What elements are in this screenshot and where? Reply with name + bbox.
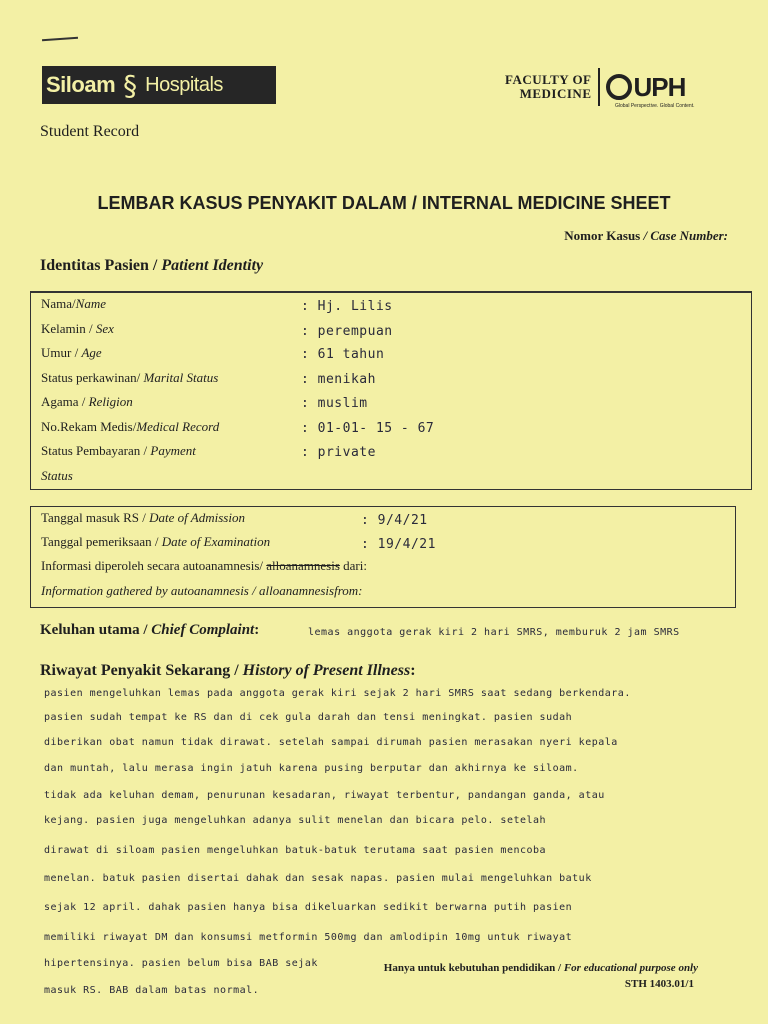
name-value: : Hj. Lilis: [301, 299, 393, 314]
payment-status-value: : private: [301, 445, 376, 460]
patient-identity-heading: [40, 257, 263, 275]
patient-identity-table: [30, 291, 752, 490]
hpi-line: kejang. pasien juga mengeluhkan adanya sulit menelan dan bicara pelo. setelah: [44, 815, 547, 826]
religion-value: : muslim: [301, 396, 368, 411]
medical-record-label: No.Rekam Medis/Medical Record: [41, 419, 220, 434]
patient-identity-heading-id: Identitas Pasien /: [40, 257, 158, 274]
age-label: Umur / Age: [41, 345, 102, 360]
siloam-hospitals-logo: [42, 66, 276, 104]
name-label: Nama/Name: [41, 296, 106, 311]
marital-status-value: : menikah: [301, 372, 376, 387]
uph-tagline: Global Perspective. Global Content.: [615, 103, 695, 109]
chief-complaint-label: Keluhan utama / Chief Complaint:: [40, 622, 260, 638]
hpi-line: pasien sudah tempat ke RS dan di cek gula darah dan tensi meningkat. pasien sudah: [44, 712, 573, 723]
form-code: STH 1403.01/1: [624, 978, 694, 990]
religion-label: Agama / Religion: [41, 394, 133, 409]
hpi-line: masuk RS. BAB dalam batas normal.: [44, 985, 260, 996]
hpi-line: hipertensinya. pasien belum bisa BAB sejak: [44, 958, 318, 969]
hpi-line: menelan. batuk pasien disertai dahak dan sesak napas. pasien mulai mengeluhkan batuk: [44, 873, 592, 884]
hpi-line: sejak 12 april. dahak pasien hanya bisa dikeluarkan sedikit berwarna putih pasien: [44, 902, 573, 913]
hpi-line: pasien mengeluhkan lemas pada anggota gerak kiri sejak 2 hari SMRS saat sedang berkendara.: [44, 688, 631, 699]
info-source-label-en: Information gathered by autoanamnesis / alloanamnesisfrom:: [41, 583, 363, 598]
student-record-label: Student Record: [40, 123, 140, 140]
sex-value: : perempuan: [301, 324, 393, 339]
age-value: : 61 tahun: [301, 347, 385, 362]
logo-word-siloam: Siloam: [46, 72, 116, 97]
admission-date-label: Tanggal masuk RS / Date of Admission: [41, 510, 245, 525]
patient-identity-heading-en: Patient Identity: [161, 257, 264, 274]
uph-brand: UPH: [633, 71, 686, 102]
hpi-heading: Riwayat Penyakit Sekarang / History of Present Illness:: [40, 662, 416, 679]
admission-info-table: [30, 506, 736, 608]
hpi-line: diberikan obat namun tidak dirawat. setelah sampai dirumah pasien merasakan nyeri kepala: [44, 737, 618, 748]
info-source-label-id: Informasi diperoleh secara autoanamnesis/ alloanamnesis dari:: [41, 558, 367, 573]
caduceus-icon: §: [123, 68, 138, 102]
hpi-line: memiliki riwayat DM dan konsumsi metformin 500mg dan amlodipin 10mg untuk riwayat: [44, 932, 573, 943]
hpi-line: tidak ada keluhan demam, penurunan kesadaran, riwayat terbentur, pandangan ganda, atau: [44, 790, 605, 801]
logo-word-hospitals: Hospitals: [145, 73, 223, 96]
struck-alloanamnesis: alloanamnesis: [266, 558, 340, 573]
uph-faculty-logo: [505, 67, 695, 109]
payment-status-label-cont: Status: [41, 468, 73, 483]
logo-divider: [598, 68, 600, 106]
hpi-line: dan muntah, lalu merasa ingin jatuh karena pusing berputar dan akhirnya ke siloam.: [44, 763, 579, 774]
payment-status-label: Status Pembayaran / Payment: [41, 443, 196, 458]
sheet-title: LEMBAR KASUS PENYAKIT DALAM / INTERNAL MEDICINE SHEET: [97, 193, 671, 213]
uph-emblem-icon: [606, 74, 632, 100]
faculty-name: [505, 73, 592, 101]
case-number-label-en: / Case Number:: [643, 228, 728, 243]
hpi-line: dirawat di siloam pasien mengeluhkan batuk-batuk terutama saat pasien mencoba: [44, 845, 547, 856]
case-number-label-id: Nomor Kasus: [564, 228, 641, 243]
exam-date-label: Tanggal pemeriksaan / Date of Examination: [41, 534, 271, 549]
faculty-line1: FACULTY OF: [505, 72, 592, 87]
case-number-field: [564, 228, 728, 244]
marital-status-label: Status perkawinan/ Marital Status: [41, 370, 219, 385]
educational-purpose-note: Hanya untuk kebutuhan pendidikan / For educational purpose only: [383, 962, 698, 974]
admission-date-value: : 9/4/21: [361, 513, 428, 528]
chief-complaint-value: lemas anggota gerak kiri 2 hari SMRS, memburuk 2 jam SMRS: [308, 627, 680, 638]
faculty-line2: MEDICINE: [519, 86, 592, 101]
medical-record-value: : 01-01- 15 - 67: [301, 421, 435, 436]
exam-date-value: : 19/4/21: [361, 537, 436, 552]
sex-label: Kelamin / Sex: [41, 321, 114, 336]
scan-mark: [42, 37, 78, 42]
